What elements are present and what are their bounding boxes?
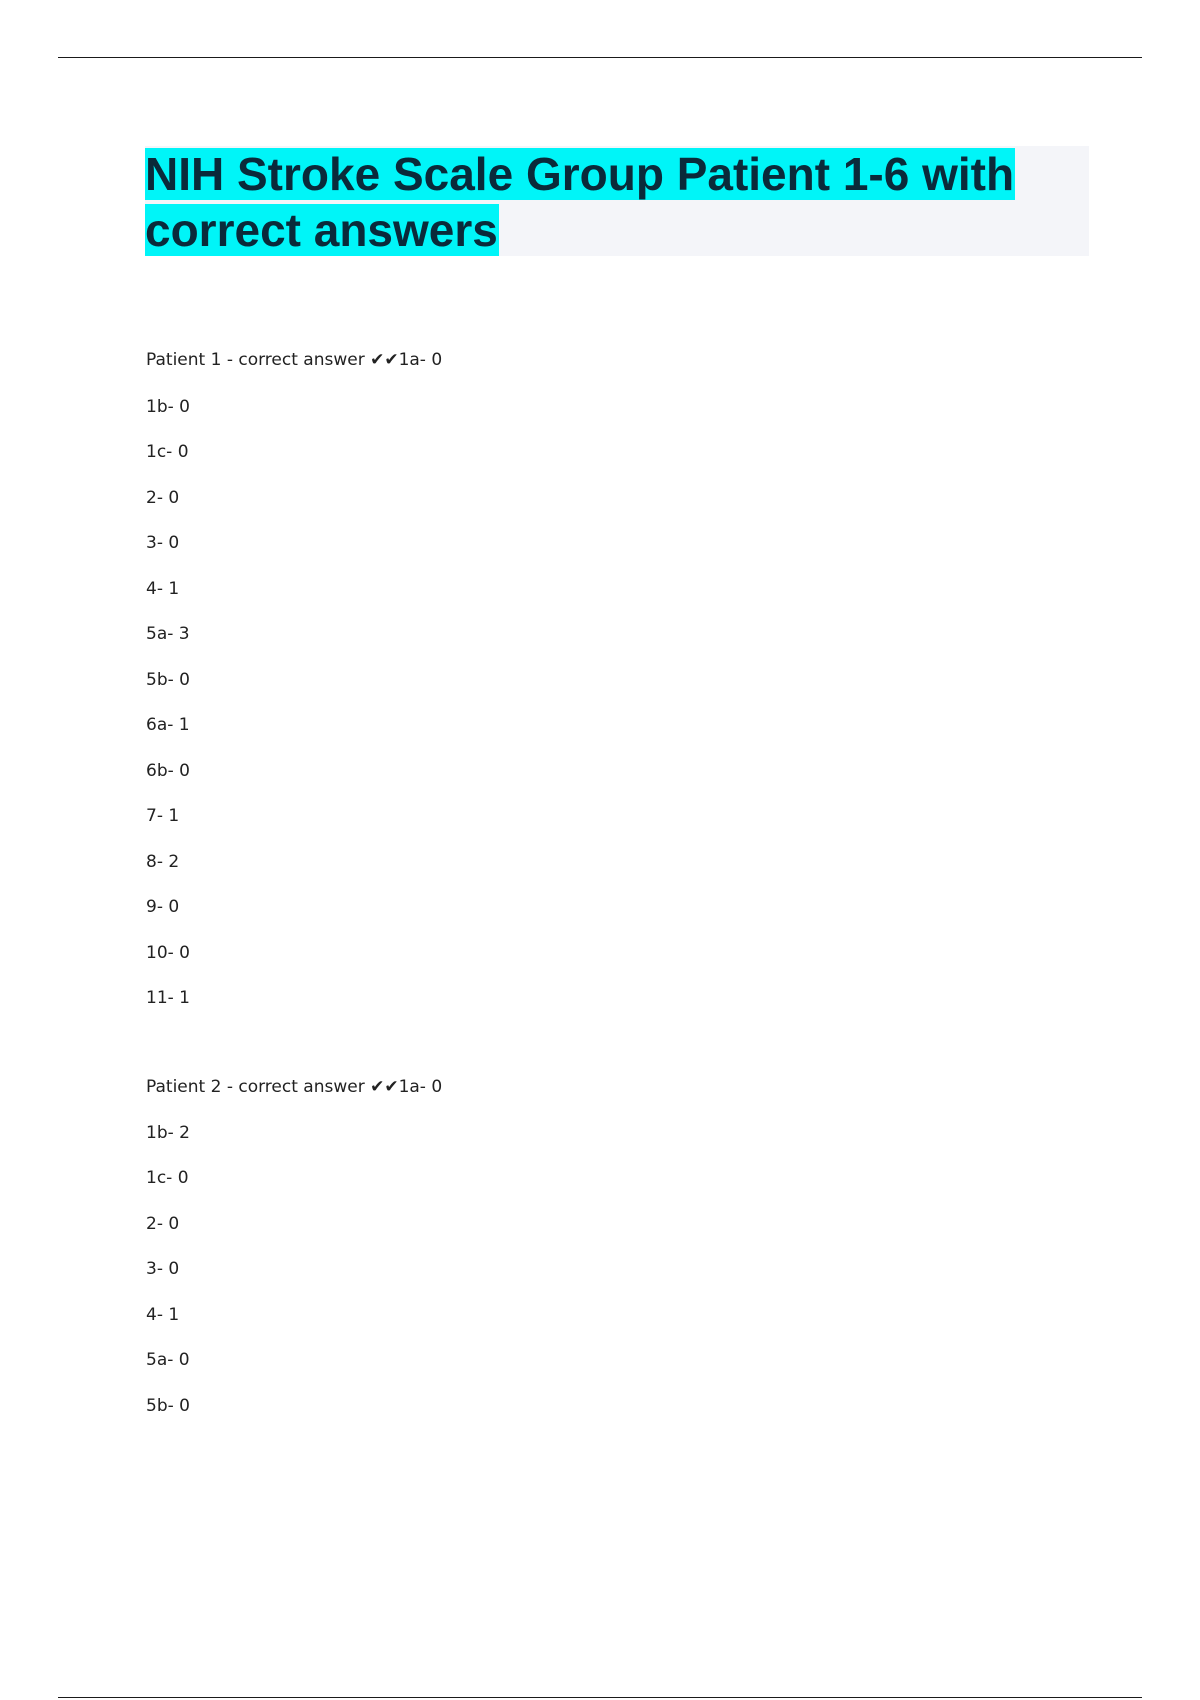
patient-2-item-5b: 5b- 0 [146,1396,190,1416]
patient-1-item-6a: 6a- 1 [146,715,190,735]
patient-2-item-1c: 1c- 0 [146,1168,189,1188]
patient-1-item-9: 9- 0 [146,897,180,917]
patient-2-item-1b: 1b- 2 [146,1123,190,1143]
patient-1-item-4: 4- 1 [146,579,180,599]
patient-2-item-2: 2- 0 [146,1214,180,1234]
patient-1-item-5b: 5b- 0 [146,670,190,690]
title-block [145,146,1089,256]
patient-1-item-7: 7- 1 [146,806,180,826]
top-divider [58,57,1142,58]
patient-1-item-3: 3- 0 [146,533,180,553]
patient-1-item-11: 11- 1 [146,988,190,1008]
document-title-heading [145,146,1089,258]
bottom-divider [58,1697,1142,1698]
patient-1-item-10: 10- 0 [146,943,190,963]
patient-1-item-1b: 1b- 0 [146,397,190,417]
patient-2-header: Patient 2 - correct answer ✔✔1a- 0 [146,1077,443,1097]
document-title: NIH Stroke Scale Group Patient 1-6 with correct answers [145,148,1015,256]
patient-1-header: Patient 1 - correct answer ✔✔1a- 0 [146,350,443,370]
patient-1-item-8: 8- 2 [146,852,180,872]
patient-2-item-3: 3- 0 [146,1259,180,1279]
patient-1-item-5a: 5a- 3 [146,624,190,644]
patient-1-item-6b: 6b- 0 [146,761,190,781]
patient-2-item-5a: 5a- 0 [146,1350,190,1370]
patient-1-item-1c: 1c- 0 [146,442,189,462]
patient-1-item-2: 2- 0 [146,488,180,508]
patient-2-item-4: 4- 1 [146,1305,180,1325]
